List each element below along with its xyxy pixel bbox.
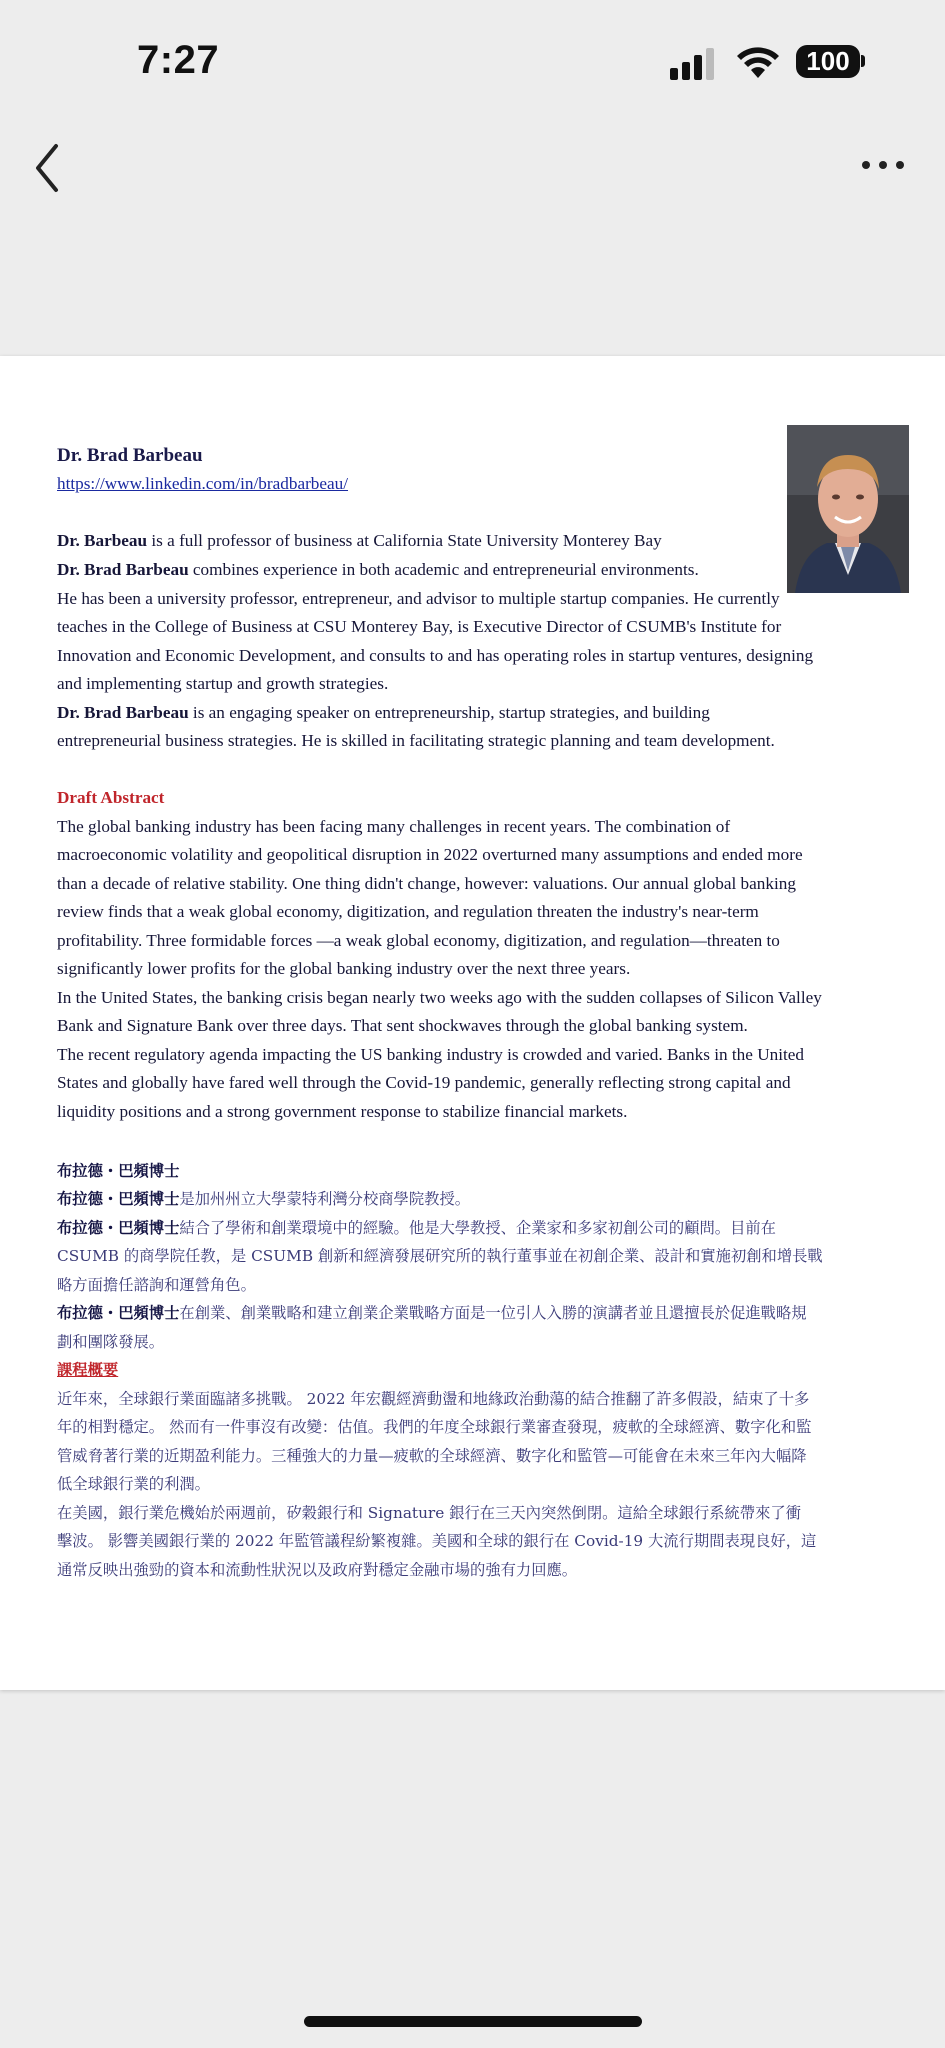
zh-heading-text: 課程概要: [57, 1361, 119, 1379]
cellular-signal-icon: [670, 48, 718, 80]
abstract-line: The recent regulatory agenda impacting the US banking industry is crowded and varied. Banks in the United: [57, 1045, 804, 1064]
wifi-icon: [736, 44, 780, 80]
profile-photo: [787, 425, 909, 593]
zh-name-bold: 布拉德・巴頻博士: [57, 1304, 180, 1322]
abstract-line: The global banking industry has been facing many challenges in recent years. The combination of: [57, 817, 731, 836]
zh-abstract-line: 在美國，銀行業危機始於兩週前，矽穀銀行和 Signature 銀行在三天內突然倒閉。這給全球銀行系統帶來了衝: [57, 1504, 801, 1522]
zh-text: 在創業、創業戰略和建立創業企業戰略方面是一位引人入勝的演講者並且還擅長於促進戰略規: [179, 1304, 807, 1322]
bio-line-1: [57, 531, 662, 551]
bio-text: is a full professor of business at California State University Monterey Bay: [147, 531, 662, 550]
bio-line-6: and implementing startup and growth strategies.: [57, 674, 389, 693]
battery-cap: [861, 55, 865, 67]
bio-line-7: [57, 703, 710, 723]
abstract-line: than a decade of relative stability. One thing didn't change, however: valuations. Our annual global banking: [57, 874, 796, 893]
abstract-line: Bank and Signature Bank over three days. That sent shockwaves through the global banking system.: [57, 1016, 748, 1035]
bio-line-4: teaches in the College of Business at CSU Monterey Bay, is Executive Director of CSUMB's Institute for: [57, 617, 782, 636]
abstract-line: liquidity positions and a strong government response to stabilize financial markets.: [57, 1102, 628, 1121]
zh-abstract-line: 年的相對穩定。 然而有一件事沒有改變：估值。我們的年度全球銀行業審查發現，疲軟的全球經濟、數字化和監: [57, 1418, 812, 1436]
zh-abstract-line: 低全球銀行業的利潤。: [57, 1475, 210, 1493]
bio-line-2: [57, 560, 699, 580]
abstract-heading: Draft Abstract: [57, 788, 165, 807]
abstract-line: In the United States, the banking crisis began nearly two weeks ago with the sudden collapses of Silicon Valley: [57, 988, 822, 1007]
zh-abstract-line: 管威脅著行業的近期盈利能力。三種強大的力量—疲軟的全球經濟、數字化和監管—可能會在未來三年內大幅降: [57, 1447, 807, 1465]
zh-abstract-line: 通常反映出強勁的資本和流動性狀況以及政府對穩定金融市場的強有力回應。: [57, 1561, 578, 1579]
home-indicator[interactable]: [304, 2016, 642, 2027]
zh-text: 結合了學術和創業環境中的經驗。他是大學教授、企業家和多家初創公司的顧問。目前在: [179, 1219, 776, 1237]
bio-line-5: Innovation and Economic Development, and consults to and has operating roles in startup ventures, designing: [57, 646, 814, 665]
bio-line-3: He has been a university professor, entrepreneur, and advisor to multiple startup companies. He currently: [57, 589, 780, 608]
linkedin-link[interactable]: https://www.linkedin.com/in/bradbarbeau/: [57, 474, 349, 493]
bio-text: combines experience in both academic and entrepreneurial environments.: [188, 560, 699, 579]
bio-name-bold: Dr. Brad Barbeau: [57, 703, 189, 722]
bio-name-bold: Dr. Barbeau: [57, 531, 148, 550]
bio-text: is an engaging speaker on entrepreneurship, startup strategies, and building: [188, 703, 710, 722]
status-time: 7:27: [137, 38, 220, 82]
zh-text: 是加州州立大學蒙特利灣分校商學院教授。: [179, 1190, 471, 1208]
profile-name: Dr. Brad Barbeau: [57, 445, 203, 466]
abstract-line: States and globally have fared well through the Covid-19 pandemic, generally reflecting strong capital and: [57, 1073, 791, 1092]
zh-abstract-line: 擊波。 影響美國銀行業的 2022 年監管議程紛繁複雜。美國和全球的銀行在 Covid-19 大流行期間表現良好，這: [57, 1532, 817, 1550]
abstract-line: macroeconomic volatility and geopolitical disruption in 2022 overturned many assumptions and ended more: [57, 845, 803, 864]
zh-name-bold: 布拉德・巴頻博士: [57, 1190, 180, 1208]
abstract-line: profitability. Three formidable forces —a weak global economy, digitization, and regulation—threaten to: [57, 931, 780, 950]
zh-bio-line: 劃和團隊發展。: [57, 1333, 165, 1351]
bio-name-bold: Dr. Brad Barbeau: [57, 560, 189, 579]
more-options-icon[interactable]: [858, 150, 908, 180]
abstract-line: review finds that a weak global economy, digitization, and regulation threaten the industry's near-term: [57, 902, 759, 921]
zh-abstract-line: 近年來，全球銀行業面臨諸多挑戰。 2022 年宏觀經濟動盪和地緣政治動蕩的結合推翻了許多假設，結束了十多: [57, 1390, 810, 1408]
zh-bio-line: [57, 1301, 807, 1323]
zh-name-bold: 布拉德・巴頻博士: [57, 1219, 180, 1237]
back-chevron-icon[interactable]: [28, 138, 68, 198]
zh-name-line: [57, 1159, 179, 1181]
zh-bio-line: CSUMB 的商學院任教，是 CSUMB 創新和經濟發展研究所的執行董事並在初創企業、設計和實施初創和增長戰: [57, 1247, 823, 1265]
zh-name-bold: 布拉德・巴頻博士: [57, 1162, 180, 1180]
zh-bio-line: 略方面擔任諮詢和運營角色。: [57, 1276, 256, 1294]
battery-level: 100: [796, 45, 860, 78]
bio-line-8: entrepreneurial business strategies. He is skilled in facilitating strategic planning and team development.: [57, 731, 775, 750]
zh-abstract-heading: [57, 1358, 118, 1380]
zh-bio-line: [57, 1216, 776, 1238]
abstract-line: significantly lower profits for the global banking industry over the next three years.: [57, 959, 631, 978]
zh-bio-line: [57, 1187, 470, 1209]
